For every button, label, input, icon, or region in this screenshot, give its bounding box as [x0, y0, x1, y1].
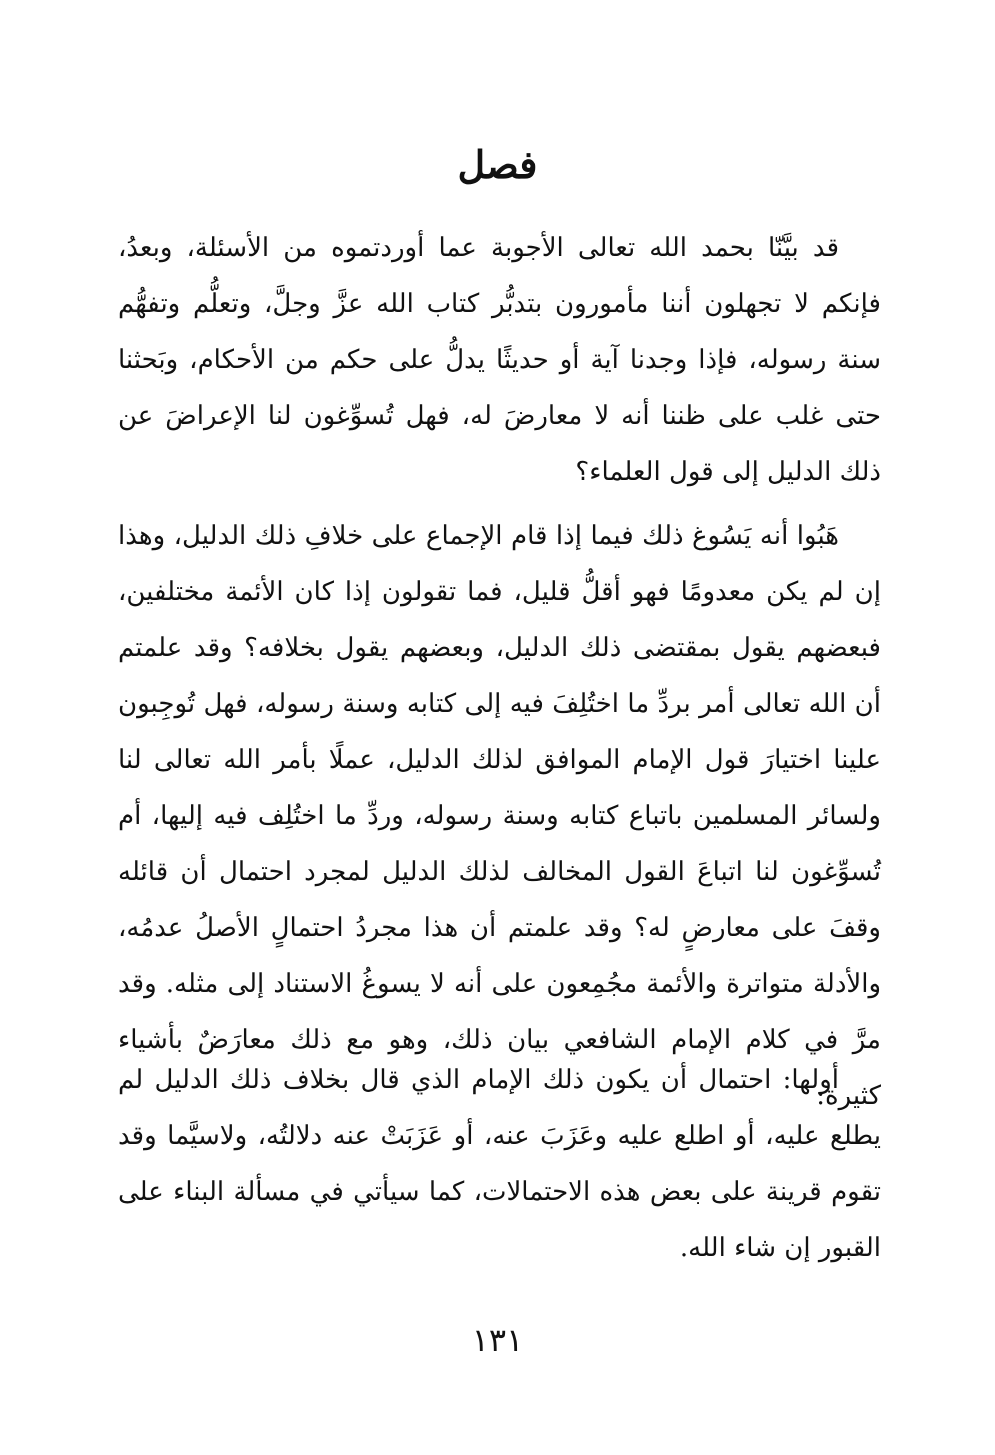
paragraph-2: هَبُوا أنه يَسُوغ ذلك فيما إذا قام الإجماع على خلافِ ذلك الدليل، وهذا إن لم يكن معدومًا فهو أقلُّ قليل، فما تقولون إذا كان الأئمة مختلفين، فبعضهم يقول بمقتضى ذلك الدليل، وبعضهم يقول بخلافه؟ وقد علمتم أن الله تعالى أمر بردِّ ما اختُلِفَ فيه إلى كتابه وسنة رسوله، فهل تُوجِبون علينا اختيارَ قول الإمام الموافق لذلك الدليل، عملًا بأمر الله تعالى لنا ولسائر المسلمين باتباع كتابه وسنة رسوله، وردِّ ما اختُلِف فيه إليها، أم تُسوِّغون لنا اتباعَ القول المخالف لذلك الدليل لمجرد احتمال أن قائله وقفَ على معارضٍ له؟ وقد علمتم أن هذا مجردُ احتمالٍ الأصلُ عدمُه، والأدلة متواترة والأئمة مجُمِعون على أنه لا يسوغُ الاستناد إلى مثله. وقد مرَّ في كلام الإمام الشافعي بيان ذلك، وهو مع ذلك معارَضٌ بأشياء كثيرة:: [118, 521, 881, 1111]
paragraph-1: قد بيَّنّا بحمد الله تعالى الأجوبة عما أوردتموه من الأسئلة، وبعدُ، فإنكم لا تجهلون أننا مأمورون بتدبُّر كتاب الله عزَّ وجلَّ، وتعلُّم وتفهُّم سنة رسوله، فإذا وجدنا آية أو حديثًا يدلُّ على حكم من الأحكام، وبَحثنا حتى غلب على ظننا أنه لا معارضَ له، فهل تُسوِّغون لنا الإعراضَ عن ذلك الدليل إلى قول العلماء؟: [118, 233, 881, 487]
page-number: ١٣١: [471, 1321, 524, 1359]
paragraph-3: أولها: احتمال أن يكون ذلك الإمام الذي قال بخلاف ذلك الدليل لم يطلع عليه، أو اطلع عليه وعَزَبَ عنه، أو عَزَبَتْ عنه دلالتُه، ولاسيَّما وقد تقوم قرينة على بعض هذه الاحتمالات، كما سيأتي في مسألة البناء على القبور إن شاء الله.: [118, 1065, 881, 1263]
section-heading: فصل: [457, 142, 538, 187]
